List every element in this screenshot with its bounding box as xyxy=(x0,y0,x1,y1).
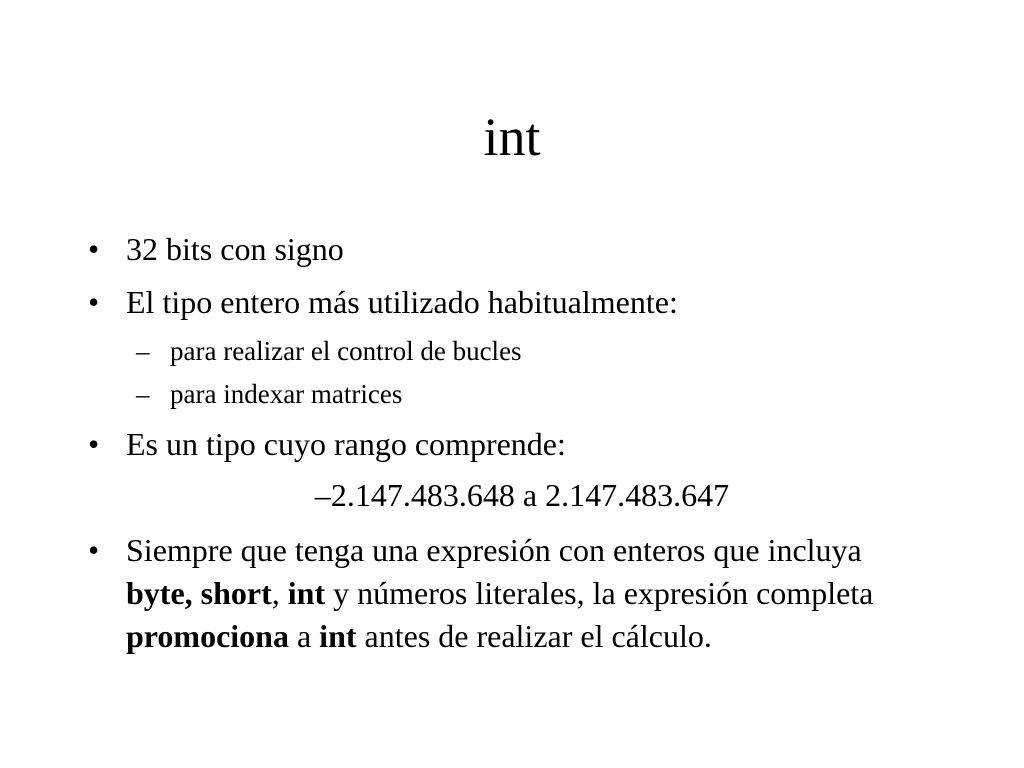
text-run: antes de realizar el cálculo. xyxy=(356,618,712,654)
bold-run: byte, short xyxy=(126,575,272,611)
text-run: a xyxy=(288,618,320,654)
bullet-most-used: El tipo entero más utilizado habitualmente: xyxy=(126,284,678,320)
bullet-bits: 32 bits con signo xyxy=(126,231,344,267)
subbullet-arrays: para indexar matrices xyxy=(170,379,403,409)
text-run: Siempre que tenga una expresión con enteros que incluya xyxy=(126,532,862,568)
text-run: , xyxy=(271,575,288,611)
dash-marker: – xyxy=(136,336,150,366)
text-run: y números literales, la expresión completa xyxy=(325,575,874,611)
bullet-marker: • xyxy=(88,426,100,462)
bullet-marker: • xyxy=(88,532,100,568)
bold-run: promociona xyxy=(126,618,289,654)
slide-title: int xyxy=(483,107,541,167)
bold-run: int xyxy=(319,618,357,654)
bullet-marker: • xyxy=(88,231,100,267)
dash-marker: – xyxy=(136,379,150,409)
bold-run: int xyxy=(287,575,326,611)
bullet-range: Es un tipo cuyo rango comprende: xyxy=(126,426,566,462)
subbullet-loops: para realizar el control de bucles xyxy=(170,336,522,366)
range-values: –2.147.483.648 a 2.147.483.647 xyxy=(314,477,730,513)
bullet-promotion xyxy=(126,529,926,658)
bullet-marker: • xyxy=(88,284,100,320)
